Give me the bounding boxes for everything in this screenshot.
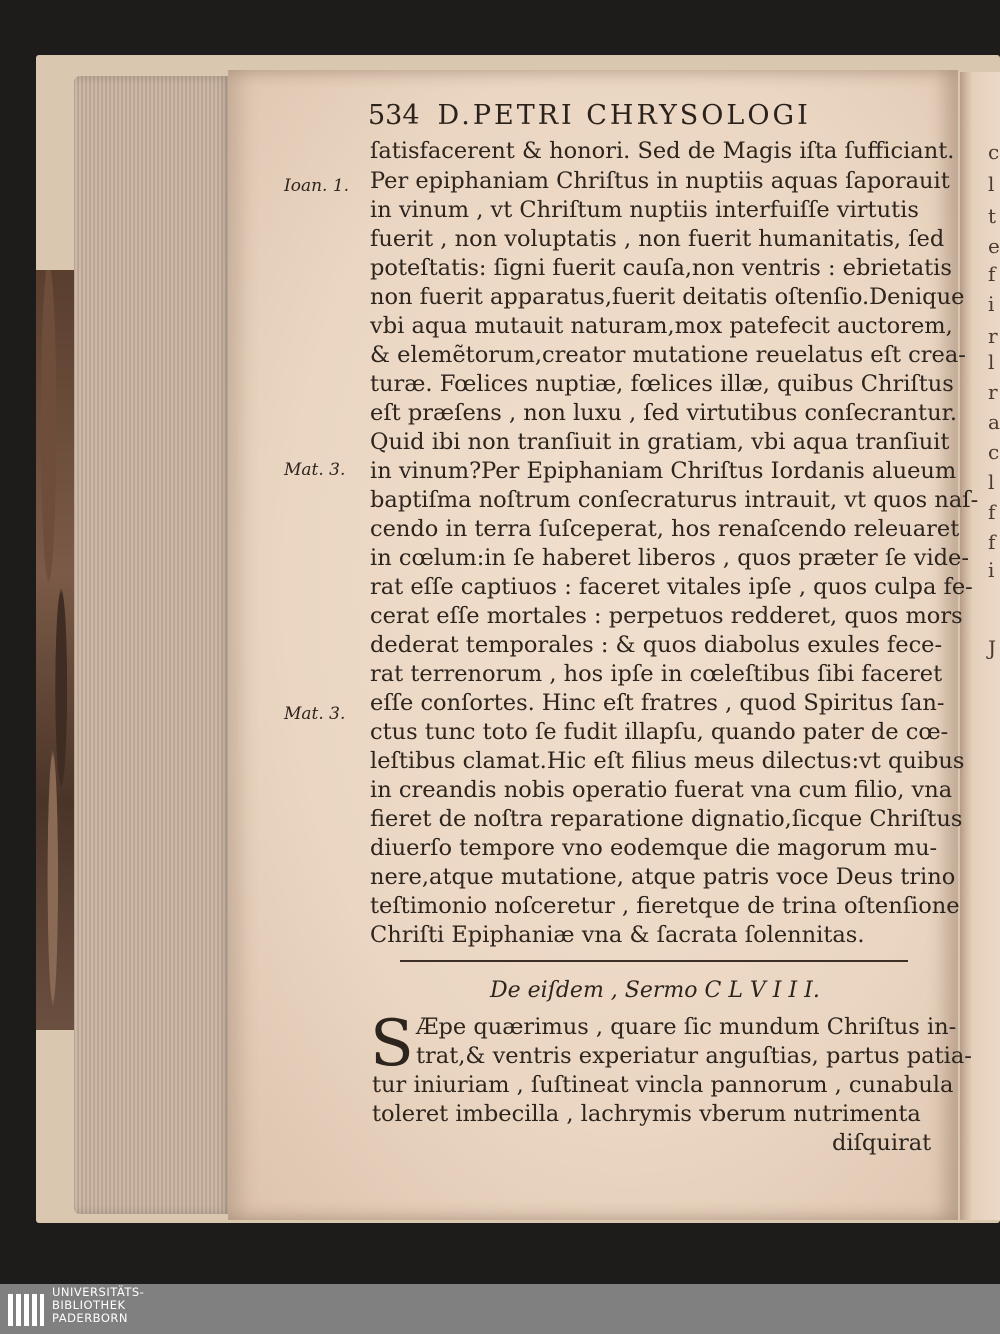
margin-note: Ioan. 1. bbox=[284, 176, 350, 196]
margin-note: Mat. 3. bbox=[284, 460, 346, 480]
text-line: nere,atque mutatione, atque patris voce Deus trino bbox=[370, 864, 956, 890]
drop-cap: S bbox=[370, 1007, 414, 1081]
facing-page-glyph: r bbox=[988, 324, 998, 348]
library-name-line: BIBLIOTHEK bbox=[52, 1298, 126, 1312]
sermon-line: toleret imbecilla , lachrymis vberum nutrimenta bbox=[372, 1101, 921, 1127]
facing-page-glyph: e bbox=[988, 234, 1000, 258]
facing-page-glyph: l bbox=[988, 470, 995, 494]
text-line: & elemẽtorum,creator mutatione reuelatus eſt crea- bbox=[370, 342, 966, 368]
page-header bbox=[368, 100, 811, 131]
facing-page-glyph: c bbox=[988, 440, 1000, 464]
text-line: turæ. Fœlices nuptiæ, fœlices illæ, quibus Chriſtus bbox=[370, 371, 954, 397]
text-line: cendo in terra ſuſceperat, hos renaſcendo releuaret bbox=[370, 516, 960, 542]
text-line: Chriſti Epiphaniæ vna & ſacrata ſolennitas. bbox=[370, 922, 865, 948]
text-line: teſtimonio noſceretur , fieretque de trina oſtenſione bbox=[370, 893, 960, 919]
text-line: non fuerit apparatus,fuerit deitatis oſtenſio.Denique bbox=[370, 284, 965, 310]
library-name-line: PADERBORN bbox=[52, 1311, 129, 1325]
facing-page-glyph: i bbox=[988, 558, 995, 582]
facing-page-glyph: J bbox=[988, 636, 997, 660]
sermon-line: trat,& ventris experiatur anguſtias, partus patia- bbox=[416, 1043, 972, 1069]
sermon-line: Æpe quærimus , quare ſic mundum Chriſtus in- bbox=[416, 1014, 957, 1040]
text-line: ſatisfacerent & honori. Sed de Magis iſta ſufficiant. bbox=[370, 138, 955, 164]
text-line: dederat temporales : & quos diabolus exules fece- bbox=[370, 632, 943, 658]
text-line: eſſe conſortes. Hinc eſt fratres , quod Spiritus ſan- bbox=[370, 690, 945, 716]
facing-page-glyph: r bbox=[988, 380, 998, 404]
facing-page-glyph: f bbox=[988, 262, 996, 286]
text-line: poteſtatis: ſigni fuerit cauſa,non ventris : ebrietatis bbox=[370, 255, 952, 281]
section-divider bbox=[400, 960, 908, 962]
page-edges bbox=[74, 76, 234, 1214]
sermon-line: tur iniuriam , ſuſtineat vincla pannorum , cunabula bbox=[372, 1072, 954, 1098]
text-line: eſt præſens , non luxu , ſed virtutibus conſecrantur. bbox=[370, 400, 958, 426]
facing-page-glyph: l bbox=[988, 350, 995, 374]
facing-page-glyph: i bbox=[988, 292, 995, 316]
text-line: in vinum , vt Chriſtum nuptiis interfuiſſe virtutis bbox=[370, 197, 919, 223]
text-line: in creandis nobis operatio fuerat vna cum filio, vna bbox=[370, 777, 953, 803]
text-line: baptiſma noſtrum conſecraturus intrauit, vt quos naſ- bbox=[370, 487, 979, 513]
text-line: diuerſo tempore vno eodemque die magorum mu- bbox=[370, 835, 938, 861]
facing-page-glyph: l bbox=[988, 172, 995, 196]
text-line: ctus tunc toto ſe fudit illapſu, quando pater de cœ- bbox=[370, 719, 949, 745]
library-logo-icon bbox=[6, 1290, 46, 1330]
running-title: D.PETRI CHRYSOLOGI bbox=[437, 100, 811, 131]
text-line: leſtibus clamat.Hic eſt filius meus dilectus:vt quibus bbox=[370, 748, 965, 774]
facing-page-glyph: f bbox=[988, 500, 996, 524]
text-line: cerat eſſe mortales : perpetuos redderet, quos mors bbox=[370, 603, 963, 629]
facing-page-glyph: c bbox=[988, 140, 1000, 164]
text-line: fuerit , non voluptatis , non fuerit humanitatis, ſed bbox=[370, 226, 945, 252]
page-number: 534 bbox=[368, 100, 420, 131]
library-footer-bar bbox=[0, 1284, 1000, 1334]
facing-page-glyph: f bbox=[988, 530, 996, 554]
margin-note: Mat. 3. bbox=[284, 704, 346, 724]
facing-page-glyph: t bbox=[988, 204, 997, 228]
text-line: rat eſſe captiuos : faceret vitales ipſe , quos culpa fe- bbox=[370, 574, 973, 600]
sermon-title: De eiſdem , Sermo C L V I I I. bbox=[490, 978, 820, 1003]
sermon-line: diſquirat bbox=[832, 1130, 932, 1156]
marbled-cover bbox=[36, 270, 78, 1030]
library-name-line: UNIVERSITÄTS- bbox=[52, 1285, 145, 1299]
text-line: rat terrenorum , hos ipſe in cœleſtibus ſibi faceret bbox=[370, 661, 943, 687]
library-name bbox=[52, 1286, 144, 1325]
text-line: fieret de noſtra reparatione dignatio,ſicque Chriſtus bbox=[370, 806, 963, 832]
text-line: vbi aqua mutauit naturam,mox patefecit auctorem, bbox=[370, 313, 953, 339]
text-line: in vinum?Per Epiphaniam Chriſtus Iordanis alueum bbox=[370, 458, 957, 484]
text-line: Quid ibi non tranſiuit in gratiam, vbi aqua tranſiuit bbox=[370, 429, 950, 455]
text-line: in cœlum:in ſe haberet liberos , quos præter ſe vide- bbox=[370, 545, 969, 571]
facing-page-glyph: a bbox=[988, 410, 1000, 434]
text-line: Per epiphaniam Chriſtus in nuptiis aquas ſaporauit bbox=[370, 168, 950, 194]
